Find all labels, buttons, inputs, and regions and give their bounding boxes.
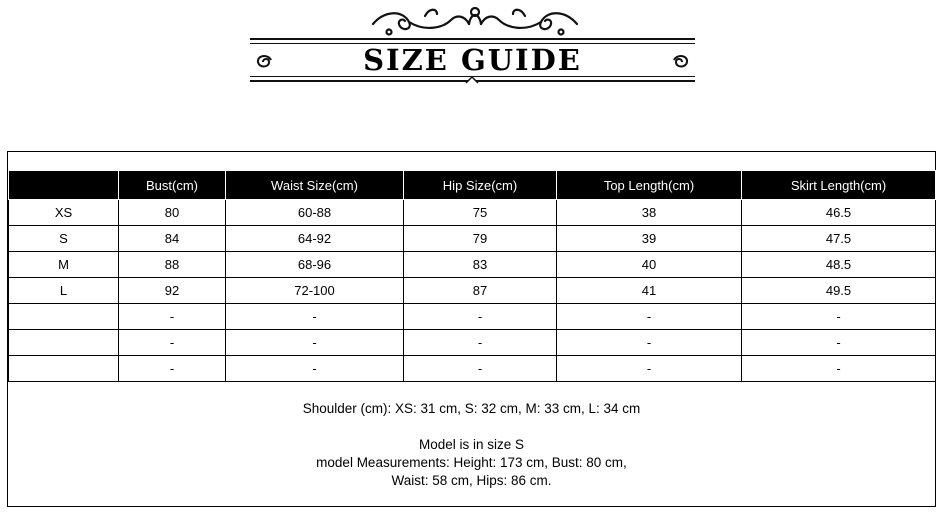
model-measurements-line-1: model Measurements: Height: 173 cm, Bust: 80 cm,	[316, 455, 627, 470]
cell-size: S	[9, 226, 119, 252]
cell-bust: 80	[119, 200, 226, 226]
cell-size	[9, 304, 119, 330]
cell-waist: -	[226, 330, 404, 356]
table-row	[9, 330, 936, 356]
table-row	[9, 252, 936, 278]
header-skirt-length: Skirt Length(cm)	[742, 171, 936, 200]
cell-skirt-length: -	[742, 330, 936, 356]
size-table-container	[7, 151, 936, 507]
cell-bust: 92	[119, 278, 226, 304]
cell-waist: -	[226, 356, 404, 382]
table-row	[9, 304, 936, 330]
cell-top-length: 40	[557, 252, 742, 278]
flourish-ornament-icon	[365, 2, 585, 42]
cell-top-length: -	[557, 304, 742, 330]
caret-ornament-icon	[464, 75, 480, 85]
cell-hip: 79	[404, 226, 557, 252]
cell-skirt-length: 47.5	[742, 226, 936, 252]
size-guide-header	[0, 0, 947, 100]
cell-size: L	[9, 278, 119, 304]
table-row	[9, 278, 936, 304]
cell-hip: -	[404, 330, 557, 356]
header-bust: Bust(cm)	[119, 171, 226, 200]
cell-hip: -	[404, 356, 557, 382]
cell-bust: -	[119, 330, 226, 356]
cell-size	[9, 356, 119, 382]
cell-skirt-length: 48.5	[742, 252, 936, 278]
cell-size: M	[9, 252, 119, 278]
cell-top-length: 41	[557, 278, 742, 304]
cell-hip: 87	[404, 278, 557, 304]
cell-top-length: -	[557, 356, 742, 382]
cell-waist: 68-96	[226, 252, 404, 278]
cell-skirt-length: -	[742, 356, 936, 382]
shoulder-note: Shoulder (cm): XS: 31 cm, S: 32 cm, M: 33 cm, L: 34 cm	[302, 401, 641, 416]
header-hip: Hip Size(cm)	[404, 171, 557, 200]
cell-bust: 84	[119, 226, 226, 252]
cell-top-length: -	[557, 330, 742, 356]
page-title: SIZE GUIDE	[363, 43, 582, 77]
table-row	[9, 356, 936, 382]
swirl-left-icon	[253, 52, 273, 72]
cell-size	[9, 330, 119, 356]
cell-waist: 72-100	[226, 278, 404, 304]
title-frame	[250, 38, 695, 84]
size-table	[8, 170, 936, 382]
model-size-note: Model is in size S	[418, 437, 525, 452]
model-measurements-line-2: Waist: 58 cm, Hips: 86 cm.	[391, 473, 552, 488]
cell-hip: -	[404, 304, 557, 330]
table-row	[9, 226, 936, 252]
cell-bust: 88	[119, 252, 226, 278]
cell-hip: 83	[404, 252, 557, 278]
table-row	[9, 200, 936, 226]
swirl-right-icon	[672, 52, 692, 72]
table-header-row	[9, 171, 936, 200]
header-waist: Waist Size(cm)	[226, 171, 404, 200]
header-top-length: Top Length(cm)	[557, 171, 742, 200]
cell-waist: -	[226, 304, 404, 330]
cell-top-length: 38	[557, 200, 742, 226]
cell-skirt-length: -	[742, 304, 936, 330]
cell-waist: 64-92	[226, 226, 404, 252]
cell-bust: -	[119, 304, 226, 330]
cell-top-length: 39	[557, 226, 742, 252]
cell-waist: 60-88	[226, 200, 404, 226]
cell-hip: 75	[404, 200, 557, 226]
cell-skirt-length: 49.5	[742, 278, 936, 304]
cell-bust: -	[119, 356, 226, 382]
cell-skirt-length: 46.5	[742, 200, 936, 226]
cell-size: XS	[9, 200, 119, 226]
header-size	[9, 171, 119, 200]
size-notes	[8, 400, 935, 490]
